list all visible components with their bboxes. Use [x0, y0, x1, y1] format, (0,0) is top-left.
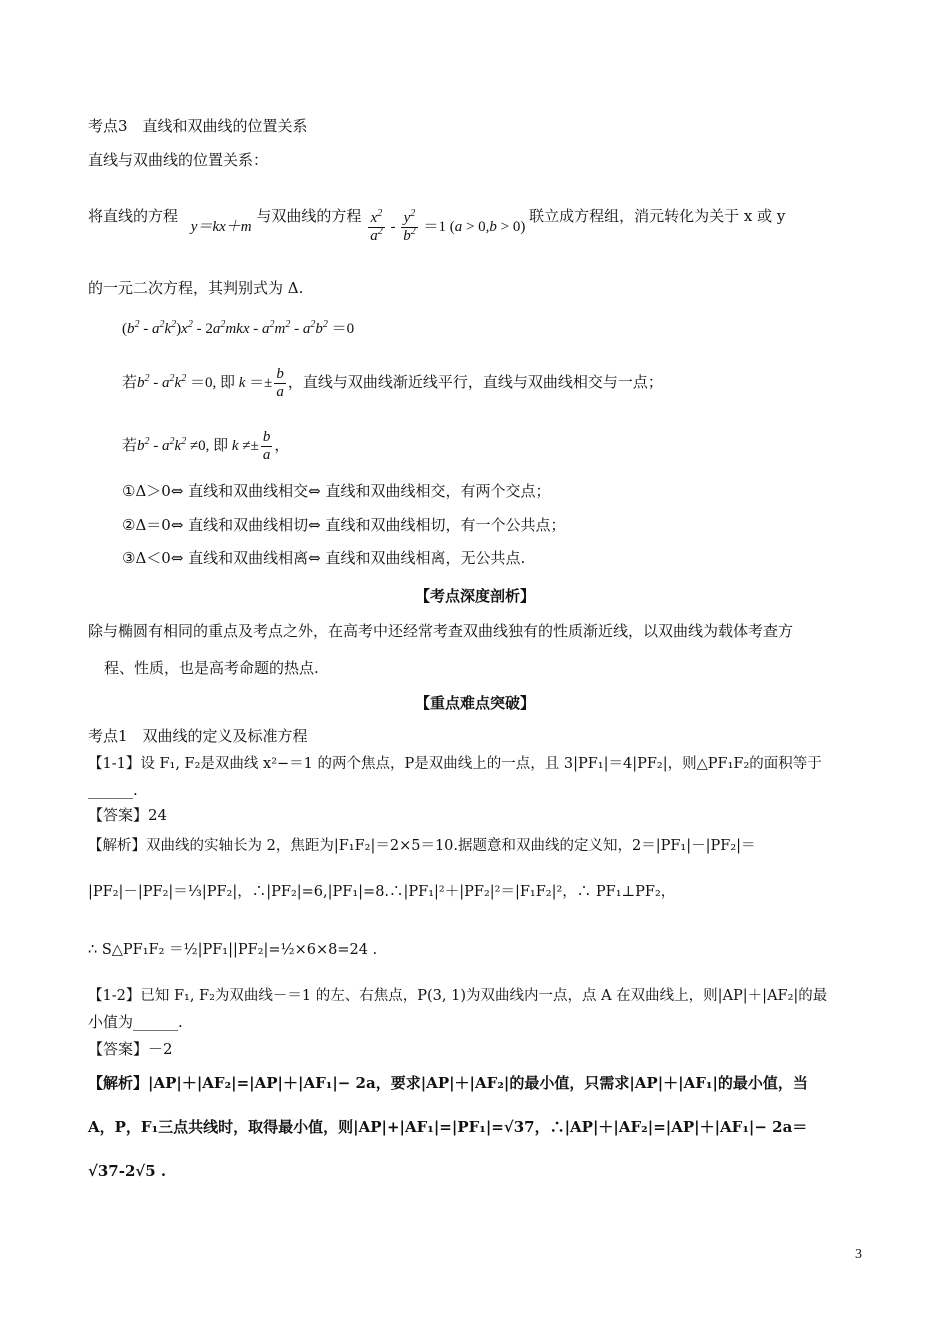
case1-text: ，直线与双曲线渐近线平行，直线与双曲线相交与一点；: [287, 373, 663, 392]
example-1-2-question: 【1-2】已知 F₁, F₂为双曲线－＝1 的左、右焦点，P(3, 1)为双曲线内一点，点 A 在双曲线上，则|AP|＋|AF₂|的最: [88, 988, 828, 1004]
page-number: 3: [855, 1247, 862, 1262]
case2-condition: $b^2 - a^2k^2 \ne 0$, 即 k ≠± $\frac{b}{a}$: [137, 429, 271, 464]
p1-text-b: 与双曲线的方程: [256, 207, 362, 226]
breakthrough-title: 【重点难点突破】: [414, 694, 535, 712]
example-1-1-solution-line-1: 【解析】双曲线的实轴长为 2，焦距为|F₁F₂|＝2×5＝10.据题意和双曲线的定义知，2＝|PF₁|－|PF₂|＝: [88, 838, 756, 854]
section-heading: 考点3 直线和双曲线的位置关系: [88, 117, 308, 135]
case2-prefix: 若: [122, 436, 138, 455]
case-nonparallel: [122, 429, 289, 465]
case-parallel: [122, 366, 663, 402]
p1-text-c: 联立成方程组，消元转化为关于 x 或 y: [529, 207, 786, 226]
example-1-1-blank: ______.: [88, 781, 138, 799]
section-subheading: 直线与双曲线的位置关系：: [88, 151, 269, 169]
case1-condition: $b^2 - a^2k^2 =0$, 即 k ＝± $\frac{b}{a}$: [137, 366, 284, 401]
topic-1-heading: 考点1 双曲线的定义及标准方程: [88, 727, 308, 745]
example-1-2-solution-line-3: √37-2√5 .: [88, 1162, 167, 1180]
line-equation: y＝kx＋m: [190, 219, 252, 236]
analysis-title: 【考点深度剖析】: [414, 587, 535, 605]
example-1-1-question: 【1-1】设 F₁, F₂是双曲线 x²−＝1 的两个焦点，P是双曲线上的一点，且 3|PF₁|＝4|PF₂|，则△PF₁F₂的面积等于: [88, 756, 822, 772]
p1-text-a: 将直线的方程: [88, 207, 179, 226]
example-1-1-solution-line-3: ∴ S△PF₁F₂ ＝½|PF₁||PF₂|=½×6×8=24 .: [88, 942, 378, 958]
bullet-separate: ③Δ＜0⇔ 直线和双曲线相离⇔ 直线和双曲线相离，无公共点.: [122, 549, 526, 567]
paragraph-line-1: [88, 200, 786, 245]
example-1-2-solution-line-2: A，P，F₁三点共线时，取得最小值，则|AP|+|AF₁|=|PF₁|=√37，∴|AP|＋|AF₂|=|AP|＋|AF₁|− 2a＝: [88, 1118, 808, 1136]
example-1-1-answer: 【答案】24: [88, 806, 168, 824]
example-1-2-blank: 小值为______.: [88, 1013, 183, 1031]
example-1-2-solution-line-1: 【解析】|AP|＋|AF₂|=|AP|＋|AF₁|− 2a，要求|AP|＋|AF₂|的最小值，只需求|AP|＋|AF₁|的最小值，当: [88, 1074, 808, 1092]
bullet-tangent: ②Δ＝0⇔ 直线和双曲线相切⇔ 直线和双曲线相切，有一个公共点；: [122, 516, 566, 534]
bullet-intersect: ①Δ＞0⇔ 直线和双曲线相交⇔ 直线和双曲线相交，有两个交点；: [122, 482, 551, 500]
quadratic-equation: $(b^2 - a^2k^2)x^2 - 2a^2mkx - a^2m^2 - a^2b^2 =0$: [122, 319, 355, 337]
example-1-2-answer: 【答案】－2: [88, 1040, 173, 1058]
example-1-1-solution-line-2: |PF₂|－|PF₂|＝⅓|PF₂|，∴|PF₂|=6,|PF₁|=8.∴|PF₁|²＋|PF₂|²＝|F₁F₂|²，∴ PF₁⊥PF₂，: [88, 884, 676, 900]
case1-prefix: 若: [122, 373, 138, 392]
analysis-line-1: 除与椭圆有相同的重点及考点之外，在高考中还经常考查双曲线独有的性质渐近线，以双曲线为载体考查方: [88, 622, 794, 640]
analysis-line-2: 程、性质，也是高考命题的热点.: [104, 659, 319, 677]
paragraph-line-2: 的一元二次方程，其判别式为 Δ.: [88, 279, 304, 297]
case2-text: ，: [274, 436, 290, 455]
hyperbola-equation: $\frac{x^2}{a^2}$ - $\frac{y^2}{b^2}$ ＝1 (a > 0,b > 0): [370, 208, 526, 245]
